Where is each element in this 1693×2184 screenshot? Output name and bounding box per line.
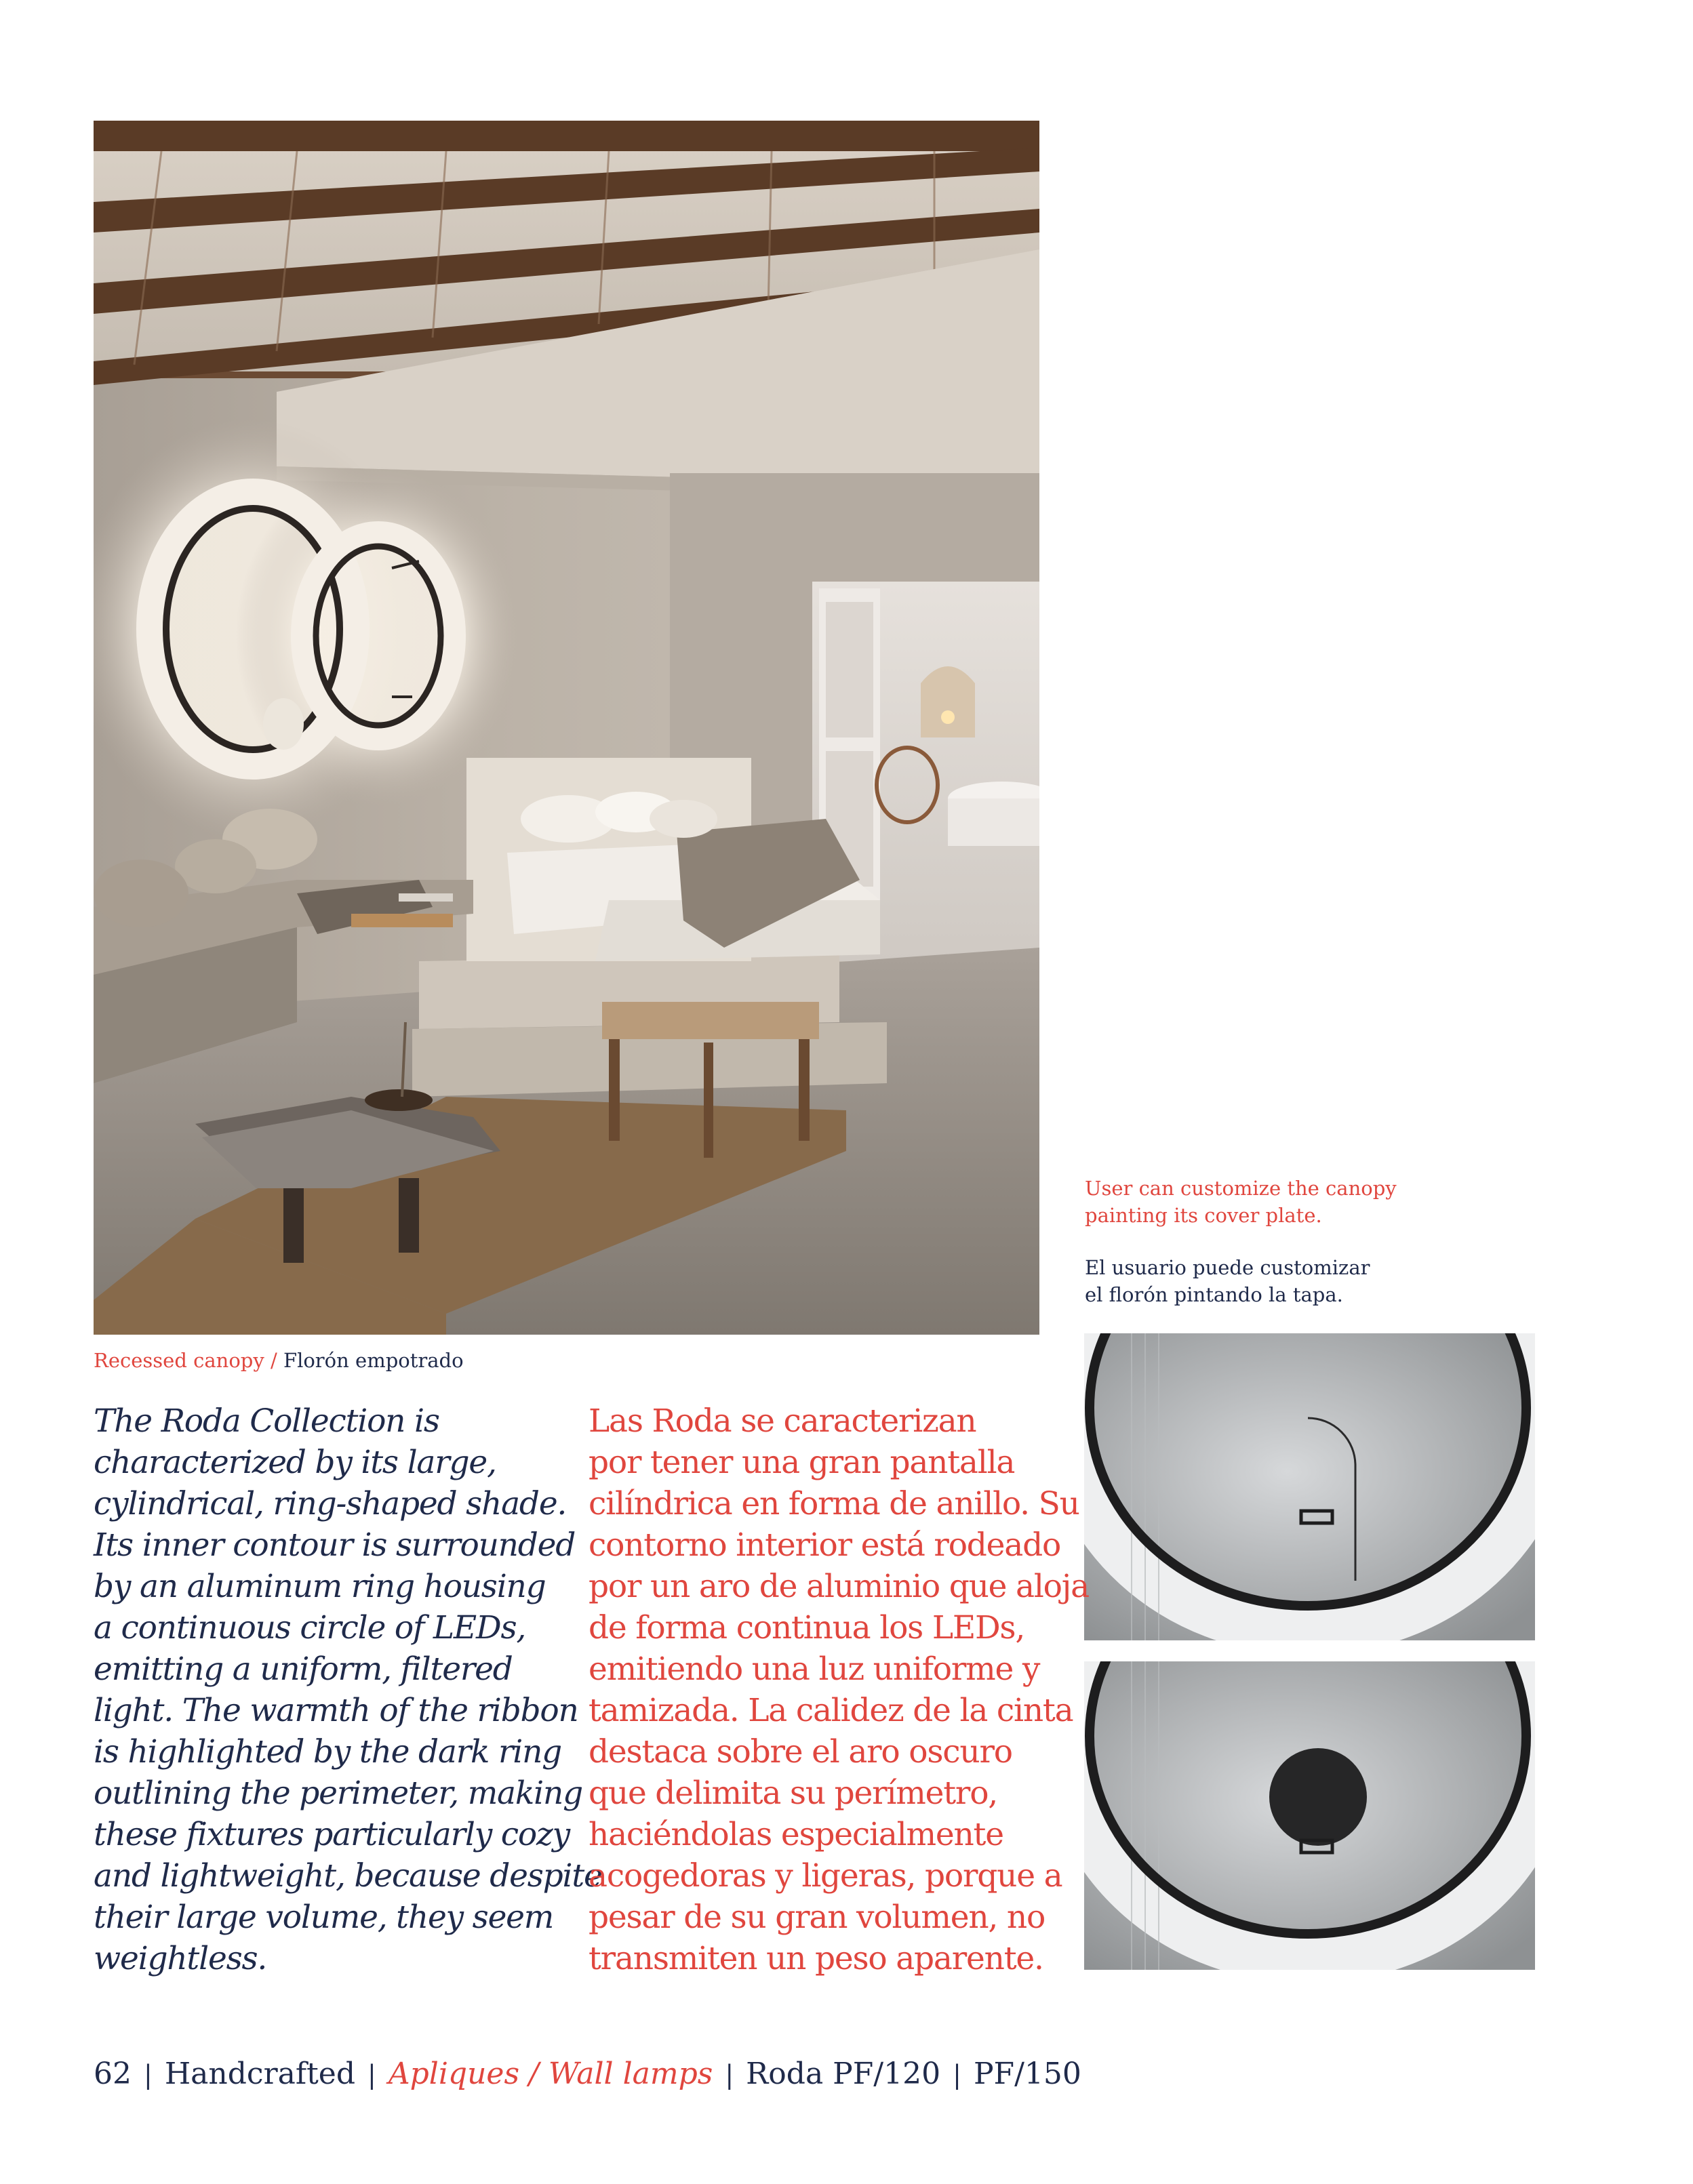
- text-line: outlining the perimeter, making: [94, 1775, 582, 1812]
- text-line: a continuous circle of LEDs,: [94, 1609, 526, 1646]
- side-caption-en-line: painting its cover plate.: [1085, 1204, 1322, 1227]
- detail-photo-canopy: [1084, 1333, 1535, 1640]
- footer-separator: |: [953, 2060, 961, 2090]
- hero-caption-en: Recessed canopy: [94, 1349, 264, 1372]
- text-line: Its inner contour is surrounded: [94, 1526, 576, 1564]
- text-line: pesar de su gran volumen, no: [589, 1899, 1045, 1936]
- text-line: by an aluminum ring housing: [94, 1568, 546, 1605]
- side-caption-es-line: El usuario puede customizar: [1085, 1256, 1370, 1279]
- footer-collection: Handcrafted: [164, 2057, 355, 2091]
- text-line: is highlighted by the dark ring: [94, 1733, 562, 1771]
- body-text-english: [94, 1400, 602, 1979]
- text-line: and lightweight, because despite: [94, 1857, 602, 1895]
- page-footer: [94, 2055, 1081, 2094]
- text-line: emitiendo una luz uniforme y: [589, 1651, 1040, 1688]
- text-line: destaca sobre el aro oscuro: [589, 1733, 1012, 1771]
- footer-section: Apliques / Wall lamps: [388, 2057, 713, 2091]
- hero-caption-es: Florón empotrado: [283, 1349, 464, 1372]
- text-line: transmiten un peso aparente.: [589, 1940, 1043, 1977]
- detail-photo-cover-plate: [1084, 1661, 1535, 1970]
- text-line: Las Roda se caracterizan: [589, 1402, 976, 1440]
- text-line: cilíndrica en forma de anillo. Su: [589, 1485, 1079, 1522]
- text-line: light. The warmth of the ribbon: [94, 1692, 578, 1729]
- side-caption-english: [1085, 1175, 1492, 1229]
- text-line: de forma continua los LEDs,: [589, 1609, 1025, 1646]
- body-text-spanish: [589, 1400, 1089, 1979]
- hero-photo: [94, 121, 1039, 1335]
- footer-separator: |: [144, 2060, 153, 2090]
- text-line: cylindrical, ring-shaped shade.: [94, 1485, 567, 1522]
- text-line: haciéndolas especialmente: [589, 1816, 1003, 1853]
- text-line: emitting a uniform, filtered: [94, 1651, 513, 1688]
- text-line: por tener una gran pantalla: [589, 1444, 1015, 1481]
- text-line: tamizada. La calidez de la cinta: [589, 1692, 1073, 1729]
- footer-model-a: Roda PF/120: [746, 2057, 941, 2091]
- hero-caption-separator: /: [270, 1349, 277, 1372]
- side-caption-spanish: [1085, 1254, 1492, 1308]
- footer-model-b: PF/150: [973, 2057, 1081, 2091]
- text-line: por un aro de aluminio que aloja: [589, 1568, 1089, 1605]
- text-line: their large volume, they seem: [94, 1899, 554, 1936]
- page-number: 62: [94, 2057, 132, 2091]
- text-line: these fixtures particularly cozy: [94, 1816, 570, 1853]
- footer-separator: |: [725, 2060, 734, 2090]
- text-line: contorno interior está rodeado: [589, 1526, 1061, 1564]
- text-line: The Roda Collection is: [94, 1402, 439, 1440]
- side-caption-en-line: User can customize the canopy: [1085, 1177, 1397, 1200]
- side-caption-es-line: el florón pintando la tapa.: [1085, 1283, 1343, 1306]
- text-line: characterized by its large,: [94, 1444, 496, 1481]
- hero-caption: [94, 1347, 464, 1374]
- text-line: acogedoras y ligeras, porque a: [589, 1857, 1062, 1895]
- text-line: que delimita su perímetro,: [589, 1775, 998, 1812]
- footer-separator: |: [367, 2060, 376, 2090]
- text-line: weightless.: [94, 1940, 267, 1977]
